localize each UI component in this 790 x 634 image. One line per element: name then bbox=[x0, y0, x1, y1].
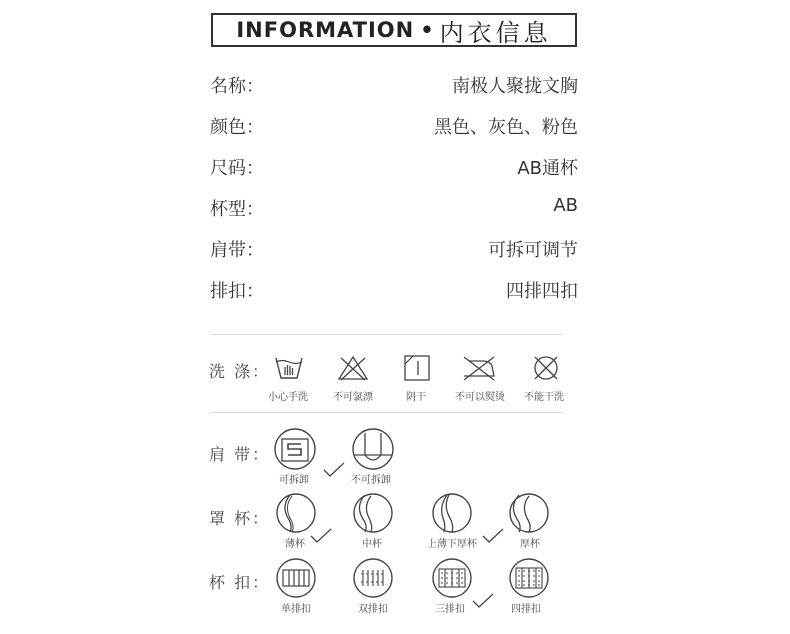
info-value: AB bbox=[553, 195, 578, 216]
strap-caption: 不可拆卸 bbox=[351, 475, 391, 486]
info-key: 杯型： bbox=[210, 199, 264, 220]
no-iron-icon bbox=[461, 354, 497, 382]
cup-caption: 薄杯 bbox=[285, 539, 305, 550]
info-value: 黑色、灰色、粉色 bbox=[434, 117, 578, 138]
header-title-en: INFORMATION bbox=[236, 18, 415, 42]
info-key: 颜色： bbox=[210, 117, 264, 138]
fixed-strap-icon bbox=[351, 427, 395, 471]
strap-label: 肩 带： bbox=[209, 445, 271, 464]
hook-caption: 双排扣 bbox=[358, 604, 388, 615]
info-row-color bbox=[210, 113, 578, 139]
wash-caption: 不能干洗 bbox=[524, 392, 564, 403]
wash-caption: 不可以熨烫 bbox=[455, 392, 505, 403]
wash-label: 洗 涤： bbox=[209, 362, 271, 381]
info-value: 四排四扣 bbox=[506, 281, 578, 302]
cup-caption: 中杯 bbox=[362, 539, 382, 550]
info-key: 名称： bbox=[210, 76, 264, 97]
check-icon bbox=[482, 528, 504, 544]
hook-caption: 单排扣 bbox=[281, 604, 311, 615]
detachable-strap-icon bbox=[273, 427, 317, 471]
hook-caption: 三排扣 bbox=[435, 604, 465, 615]
single-row-hook-icon bbox=[275, 557, 317, 599]
header-separator: • bbox=[420, 18, 434, 42]
info-value: 可拆可调节 bbox=[488, 240, 578, 261]
info-key: 尺码： bbox=[210, 158, 264, 179]
graded-cup-icon bbox=[431, 492, 473, 534]
info-row-strap bbox=[210, 236, 578, 262]
triple-row-hook-icon bbox=[431, 557, 473, 599]
cup-caption: 厚杯 bbox=[520, 539, 540, 550]
info-row-size bbox=[210, 154, 578, 180]
shade-dry-icon bbox=[403, 354, 431, 382]
header-title-cn: 内衣信息 bbox=[439, 18, 552, 47]
info-row-cup-type bbox=[210, 195, 578, 221]
hook-label: 杯 扣： bbox=[209, 573, 271, 592]
wash-caption: 不可氯漂 bbox=[333, 392, 373, 403]
section-header bbox=[211, 13, 577, 47]
double-row-hook-icon bbox=[352, 557, 394, 599]
no-bleach-icon bbox=[337, 354, 369, 382]
check-icon bbox=[472, 593, 494, 609]
medium-cup-icon bbox=[352, 492, 394, 534]
check-icon bbox=[323, 462, 345, 478]
info-key: 肩带： bbox=[210, 240, 264, 261]
strap-caption: 可拆卸 bbox=[279, 475, 309, 486]
hook-caption: 四排扣 bbox=[511, 604, 541, 615]
info-row-name bbox=[210, 72, 578, 98]
info-value: 南极人聚拢文胸 bbox=[452, 76, 578, 97]
no-dry-clean-icon bbox=[531, 354, 561, 382]
info-value: AB通杯 bbox=[517, 158, 578, 179]
divider bbox=[210, 334, 563, 335]
wash-caption: 小心手洗 bbox=[268, 392, 308, 403]
check-icon bbox=[310, 528, 332, 544]
cup-label: 罩 杯： bbox=[209, 509, 271, 528]
hand-wash-icon bbox=[274, 354, 304, 382]
cup-caption: 上薄下厚杯 bbox=[427, 539, 477, 550]
wash-caption: 阴干 bbox=[406, 392, 426, 403]
thick-cup-icon bbox=[508, 492, 550, 534]
quad-row-hook-icon bbox=[508, 557, 550, 599]
divider bbox=[210, 412, 563, 413]
info-row-hook bbox=[210, 277, 578, 303]
info-key: 排扣： bbox=[210, 281, 264, 302]
